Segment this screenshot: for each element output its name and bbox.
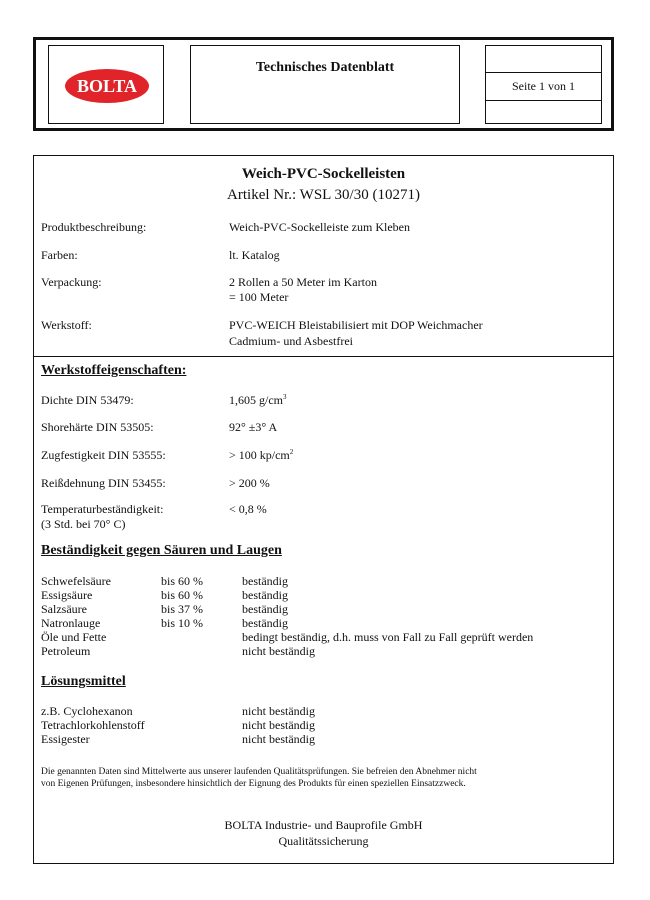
resistance-name: Petroleum: [41, 644, 91, 658]
packaging-label: Verpackung:: [41, 275, 102, 289]
disclaimer-line-1: Die genannten Daten sind Mittelwerte aus unserer laufenden Qualitätsprüfungen. Sie befreien den Abnehmer nicht: [41, 767, 477, 777]
elongation-label: Reißdehnung DIN 53455:: [41, 476, 166, 490]
tensile-value: > 100 $kp/cm^2$: [229, 448, 294, 462]
shore-value: 92° ±3° A: [229, 420, 278, 434]
resistance-heading: Beständigkeit gegen Säuren und Laugen: [41, 543, 282, 558]
tensile-label: Zugfestigkeit DIN 53555:: [41, 448, 166, 462]
resistance-result: bedingt beständig, d.h. muss von Fall zu Fall geprüft werden: [242, 630, 534, 644]
header-title: Technisches Datenblatt: [255, 60, 395, 75]
article-number: Artikel Nr.: WSL 30/30 (10271): [227, 187, 420, 203]
resistance-conc: bis 10 %: [161, 616, 203, 630]
description-value: Weich-PVC-Sockelleiste zum Kleben: [229, 220, 410, 234]
solvent-result: nicht beständig: [242, 704, 315, 718]
colors-label: Farben:: [41, 248, 78, 262]
material-value-2: Cadmium- und Asbestfrei: [229, 334, 353, 348]
density-label: Dichte DIN 53479:: [41, 393, 134, 407]
resistance-name: Salzsäure: [41, 602, 87, 616]
resistance-result: beständig: [242, 602, 288, 616]
document-title: Weich-PVC-Sockelleisten: [241, 166, 406, 182]
material-label: Werkstoff:: [41, 318, 92, 332]
solvent-name: Essigester: [41, 732, 90, 746]
solvents-heading: Lösungsmittel: [41, 674, 126, 689]
section-divider: [34, 356, 613, 357]
resistance-name: Natronlauge: [41, 616, 101, 630]
solvent-name: Tetrachlorkohlenstoff: [41, 718, 145, 732]
page-number-box: [485, 45, 602, 124]
resistance-result: beständig: [242, 588, 288, 602]
footer-company: BOLTA Industrie- und Bauprofile GmbH: [224, 818, 423, 832]
resistance-name: Öle und Fette: [41, 630, 107, 644]
packaging-value-2: = 100 Meter: [229, 290, 289, 304]
temperature-label-2: (3 Std. bei 70° C): [41, 517, 126, 531]
datasheet-body: [33, 155, 614, 864]
density-value: 1,605 $g/cm^3$: [229, 393, 287, 407]
resistance-result: beständig: [242, 574, 288, 588]
header-title-box: [190, 45, 460, 124]
resistance-result: beständig: [242, 616, 288, 630]
resistance-conc: bis 60 %: [161, 574, 203, 588]
resistance-name: Schwefelsäure: [41, 574, 111, 588]
material-value-1: PVC-WEICH Bleistabilisiert mit DOP Weichmacher: [229, 318, 483, 332]
footer-department: Qualitätssicherung: [278, 834, 369, 848]
bolta-logo: BOLTA: [65, 69, 149, 103]
resistance-name: Essigsäure: [41, 588, 93, 602]
solvent-name: z.B. Cyclohexanon: [41, 704, 133, 718]
temperature-label-1: Temperaturbeständigkeit:: [41, 502, 164, 516]
elongation-value: > 200 %: [229, 476, 270, 490]
shore-label: Shorehärte DIN 53505:: [41, 420, 154, 434]
colors-value: lt. Katalog: [229, 248, 280, 262]
solvent-result: nicht beständig: [242, 718, 315, 732]
disclaimer-line-2: von Eigenen Prüfungen, insbesondere hinsichtlich der Eignung des Produkts für einen speziellen Einsatzzweck.: [41, 779, 466, 789]
temperature-value: < 0,8 %: [229, 502, 267, 516]
properties-heading: Werkstoffeigenschaften:: [41, 363, 187, 378]
resistance-result: nicht beständig: [242, 644, 315, 658]
page-number: Seite 1 von 1: [485, 72, 602, 101]
resistance-conc: bis 37 %: [161, 602, 203, 616]
resistance-conc: bis 60 %: [161, 588, 203, 602]
document-header: [33, 37, 614, 131]
logo-box: [48, 45, 164, 124]
solvent-result: nicht beständig: [242, 732, 315, 746]
description-label: Produktbeschreibung:: [41, 220, 147, 234]
packaging-value-1: 2 Rollen a 50 Meter im Karton: [229, 275, 377, 289]
